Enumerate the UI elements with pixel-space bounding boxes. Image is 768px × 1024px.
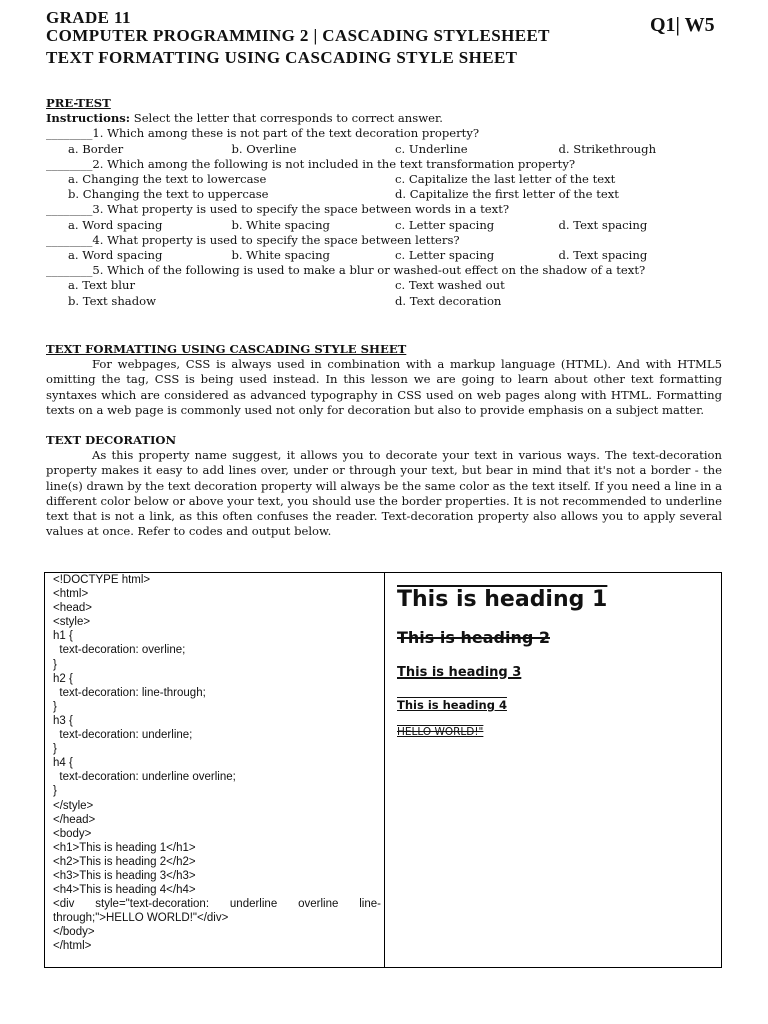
code-line: <h4>This is heading 4</h4> bbox=[53, 884, 196, 897]
code-line: <!DOCTYPE html> bbox=[53, 574, 151, 586]
output-heading-1: This is heading 1 bbox=[397, 587, 608, 612]
code-line: } bbox=[53, 743, 57, 756]
option: c. Letter spacing bbox=[395, 248, 495, 263]
option: a. Text blur bbox=[68, 278, 135, 293]
question-options bbox=[46, 278, 722, 293]
code-column bbox=[53, 573, 381, 954]
code-line: </style> bbox=[53, 799, 94, 812]
option: a. Word spacing bbox=[68, 248, 163, 263]
option: b. White spacing bbox=[231, 217, 330, 232]
question-stem: ________3. What property is used to specify the space between words in a text? bbox=[46, 202, 510, 217]
code-line: </head> bbox=[53, 813, 96, 826]
option: d. Strikethrough bbox=[558, 141, 657, 156]
text-decoration-title: TEXT DECORATION bbox=[46, 433, 177, 448]
question-4 bbox=[46, 233, 722, 263]
option: d. Text spacing bbox=[558, 248, 648, 263]
code-line: h2 { bbox=[53, 672, 73, 685]
code-line: <h2>This is heading 2</h2> bbox=[53, 855, 196, 868]
option: d. Text decoration bbox=[395, 293, 502, 308]
option: c. Letter spacing bbox=[395, 217, 495, 232]
output-heading-4: This is heading 4 bbox=[397, 698, 507, 712]
option: d. Text spacing bbox=[558, 217, 648, 232]
table-divider bbox=[384, 573, 385, 967]
instructions-label: Instructions: bbox=[46, 111, 131, 126]
code-line: h4 { bbox=[53, 757, 73, 770]
question-options bbox=[46, 218, 722, 233]
question-stem: ________1. Which among these is not part of the text decoration property? bbox=[46, 126, 480, 141]
code-line: h3 { bbox=[53, 714, 73, 727]
option: b. Text shadow bbox=[68, 293, 157, 308]
output-heading-3: This is heading 3 bbox=[397, 665, 522, 680]
question-stem: ________5. Which of the following is used to make a blur or washed-out effect on the shadow of a text? bbox=[46, 263, 646, 278]
output-column bbox=[397, 579, 707, 738]
grade-label: GRADE 11 bbox=[46, 8, 131, 27]
code-line: text-decoration: underline overline; bbox=[53, 771, 236, 784]
lesson-section bbox=[46, 342, 722, 539]
topic-title: TEXT FORMATTING USING CASCADING STYLE SHEET bbox=[46, 48, 518, 67]
code-output-table bbox=[44, 572, 722, 968]
code-line: </body> bbox=[53, 926, 95, 939]
pretest-instructions bbox=[46, 111, 722, 126]
question-1 bbox=[46, 126, 722, 156]
option: b. Overline bbox=[231, 141, 297, 156]
option: a. Word spacing bbox=[68, 217, 163, 232]
option: c. Text washed out bbox=[395, 278, 505, 293]
question-stem: ________4. What property is used to specify the space between letters? bbox=[46, 232, 460, 247]
code-line: text-decoration: underline; bbox=[53, 729, 193, 742]
text-decoration-paragraph: As this property name suggest, it allows you to decorate your text in various ways. The text-decoration property makes it easy to add lines over, under or through your text, but bear in mind that it's not a border - the line(s) drawn by the text decoration property will always be the same color as the text itself. If you need a line in a different color below or above your text, you should use the border properties. It is not recommended to underline text that is not a link, as this often confuses the reader. Text-decoration property also allows you to apply several values at once. Refer to codes and output below. bbox=[46, 448, 722, 539]
quarter-week-label: Q1| W5 bbox=[650, 14, 715, 36]
code-line: <style> bbox=[53, 616, 91, 629]
code-line: } bbox=[53, 700, 57, 713]
question-options bbox=[46, 142, 722, 157]
code-line: <div style="text-decoration: underline overline line-through;">HELLO WORLD!"</div> bbox=[53, 898, 381, 925]
question-5 bbox=[46, 263, 722, 309]
code-line: <html> bbox=[53, 588, 89, 601]
code-line: <body> bbox=[53, 827, 92, 840]
course-title: COMPUTER PROGRAMMING 2 | CASCADING STYLESHEET bbox=[46, 26, 550, 45]
option: d. Capitalize the first letter of the text bbox=[395, 187, 619, 202]
question-3 bbox=[46, 202, 722, 232]
question-options bbox=[46, 294, 722, 309]
text-formatting-title: TEXT FORMATTING USING CASCADING STYLE SHEET bbox=[46, 342, 407, 356]
code-line: h1 { bbox=[53, 630, 73, 643]
question-options bbox=[46, 248, 722, 263]
option: a. Border bbox=[68, 141, 124, 156]
question-2 bbox=[46, 157, 722, 203]
option: c. Underline bbox=[395, 141, 468, 156]
pretest-title: PRE-TEST bbox=[46, 96, 111, 110]
pretest-section bbox=[46, 96, 722, 309]
output-heading-2: This is heading 2 bbox=[397, 628, 550, 647]
option: b. White spacing bbox=[231, 248, 330, 263]
option: c. Capitalize the last letter of the text bbox=[395, 172, 616, 187]
code-line: <h3>This is heading 3</h3> bbox=[53, 869, 196, 882]
code-line: </html> bbox=[53, 940, 92, 953]
code-line: text-decoration: overline; bbox=[53, 644, 186, 657]
code-line: <h1>This is heading 1</h1> bbox=[53, 841, 196, 854]
text-formatting-paragraph: For webpages, CSS is always used in combination with a markup language (HTML). And with HTML5 omitting the tag, CSS is being used instead. In this lesson we are going to learn about other text formatting syntaxes which are considered as advanced typography in CSS used on web pages along with HTML. Formatting texts on a web page is commonly used not only for decoration but also to provide emphasis on a subject matter. bbox=[46, 357, 722, 417]
question-stem: ________2. Which among the following is not included in the text transformation property? bbox=[46, 156, 576, 171]
question-options bbox=[46, 187, 722, 202]
option: b. Changing the text to uppercase bbox=[68, 187, 269, 202]
instructions-text: Select the letter that corresponds to correct answer. bbox=[130, 111, 443, 126]
code-line: } bbox=[53, 658, 57, 671]
option: a. Changing the text to lowercase bbox=[68, 172, 267, 187]
question-options bbox=[46, 172, 722, 187]
code-line: text-decoration: line-through; bbox=[53, 686, 206, 699]
output-hello-world: HELLO WORLD!" bbox=[397, 726, 484, 738]
code-line: <head> bbox=[53, 602, 93, 615]
code-line: } bbox=[53, 785, 57, 798]
